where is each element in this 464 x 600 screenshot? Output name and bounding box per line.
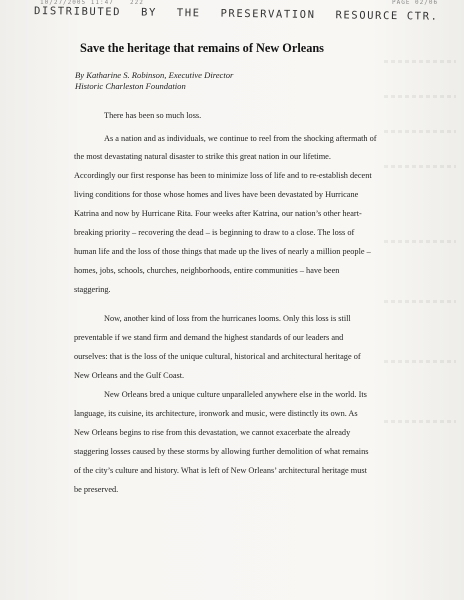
show-through-mark — [384, 95, 456, 98]
show-through-mark — [384, 130, 456, 133]
body-line: Now, another kind of loss from the hurricanes looms. Only this loss is still — [104, 314, 351, 323]
handwritten-note — [34, 5, 454, 23]
body-line: New Orleans bred a unique culture unparalleled anywhere else in the world. Its — [104, 390, 367, 399]
show-through-mark — [384, 240, 456, 243]
body-line: New Orleans begins to rise from this devastation, we cannot exacerbate the already — [74, 428, 351, 437]
body-line: There has been so much loss. — [104, 111, 202, 120]
show-through-mark — [384, 60, 456, 63]
body-line: ourselves: that is the loss of the unique cultural, historical and architectural heritage of — [74, 352, 361, 361]
body-line: of the city’s culture and history. What is left of New Orleans’ architectural heritage must — [74, 466, 367, 475]
byline-author: By Katharine S. Robinson, Executive Director — [75, 70, 234, 80]
body-line: staggering losses caused by these storms by allowing further demolition of what remains — [74, 447, 369, 456]
handwritten-word: PRESERVATION — [220, 7, 316, 21]
byline-organization: Historic Charleston Foundation — [75, 81, 186, 91]
show-through-mark — [384, 300, 456, 303]
body-line: living conditions for those whose homes and lives have been devastated by Hurricane — [74, 190, 359, 199]
body-line: staggering. — [74, 285, 111, 294]
body-line: language, its cuisine, its architecture, ironwork and music, were distinctly its own. As — [74, 409, 358, 418]
body-line: Katrina and now by Hurricane Rita. Four weeks after Katrina, our nation’s other heart- — [74, 209, 362, 218]
show-through-mark — [384, 360, 456, 363]
body-line: be preserved. — [74, 485, 119, 494]
body-line: homes, jobs, schools, churches, neighborhoods, entire communities – have been — [74, 266, 340, 275]
body-line: As a nation and as individuals, we continue to reel from the shocking aftermath of — [104, 134, 377, 143]
handwritten-word: DISTRIBUTED — [33, 5, 122, 19]
handwritten-word: THE — [176, 7, 201, 20]
body-line: preventable if we stand firm and demand the highest standards of our leaders and — [74, 333, 344, 342]
show-through-mark — [384, 420, 456, 423]
handwritten-word: BY — [140, 6, 157, 19]
body-line: the most devastating natural disaster to strike this great nation in our lifetime. — [74, 152, 331, 161]
show-through-mark — [384, 165, 456, 168]
body-line: Accordingly our first response has been to minimize loss of life and to re-establish decent — [74, 171, 372, 180]
body-line: breaking priority – recovering the dead – is beginning to draw to a close. The loss of — [74, 228, 355, 237]
fax-header-timestamp: 10/27/2005 11:47 — [40, 0, 114, 6]
fax-header-number: 222 — [130, 0, 144, 6]
body-line: human life and the loss of those things that made up the lives of nearly a million people – — [74, 247, 371, 256]
handwritten-word: RESOURCE CTR. — [335, 9, 439, 23]
article-title: Save the heritage that remains of New Orleans — [80, 41, 324, 55]
body-line: New Orleans and the Gulf Coast. — [74, 371, 185, 380]
fax-header-page: PAGE 02/06 — [392, 0, 439, 6]
